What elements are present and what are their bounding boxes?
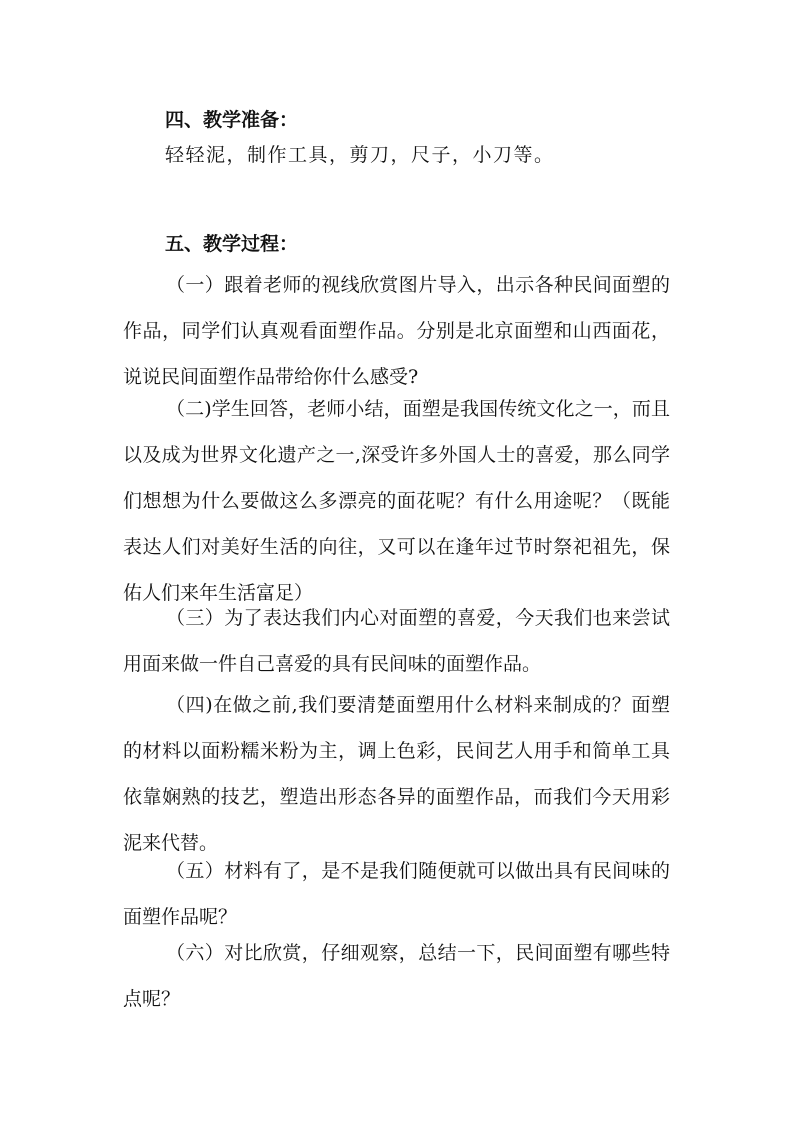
preparation-materials-text: 轻轻泥，制作工具，剪刀，尺子，小刀等。 [165, 144, 555, 166]
process-paragraph-2: （二)学生回答，老师小结，面塑是我国传统文化之一，而且以及成为世界文化遗产之一,深受许多外国人士的喜爱，那么同学们想想为什么要做这么多漂亮的面花呢？有什么用途呢？（既能表达人们对美好生活的向往，又可以在逢年过节时祭祀祖先，保佑人们来年生活富足） [123, 398, 670, 604]
process-paragraph-1: （一）跟着老师的视线欣赏图片导入，出示各种民间面塑的作品，同学们认真观看面塑作品。分别是北京面塑和山西面花，说说民间面塑作品带给你什么感受? [123, 274, 670, 388]
process-paragraph-6: （六）对比欣赏，仔细观察，总结一下，民间面塑有哪些特点呢？ [123, 942, 670, 1010]
process-paragraph-4: （四)在做之前,我们要清楚面塑用什么材料来制成的？面塑的材料以面粉糯米粉为主，调上色彩，民间艺人用手和简单工具依靠娴熟的技艺，塑造出形态各异的面塑作品，而我们今天用彩泥来代替。 [123, 694, 670, 854]
process-paragraph-5: （五）材料有了，是不是我们随便就可以做出具有民间味的面塑作品呢？ [123, 860, 670, 928]
process-paragraph-3: （三）为了表达我们内心对面塑的喜爱，今天我们也来尝试用面来做一件自己喜爱的具有民间味的面塑作品。 [123, 607, 670, 675]
section-heading-process: 五、教学过程： [165, 233, 299, 255]
section-heading-preparation: 四、教学准备： [165, 109, 299, 131]
